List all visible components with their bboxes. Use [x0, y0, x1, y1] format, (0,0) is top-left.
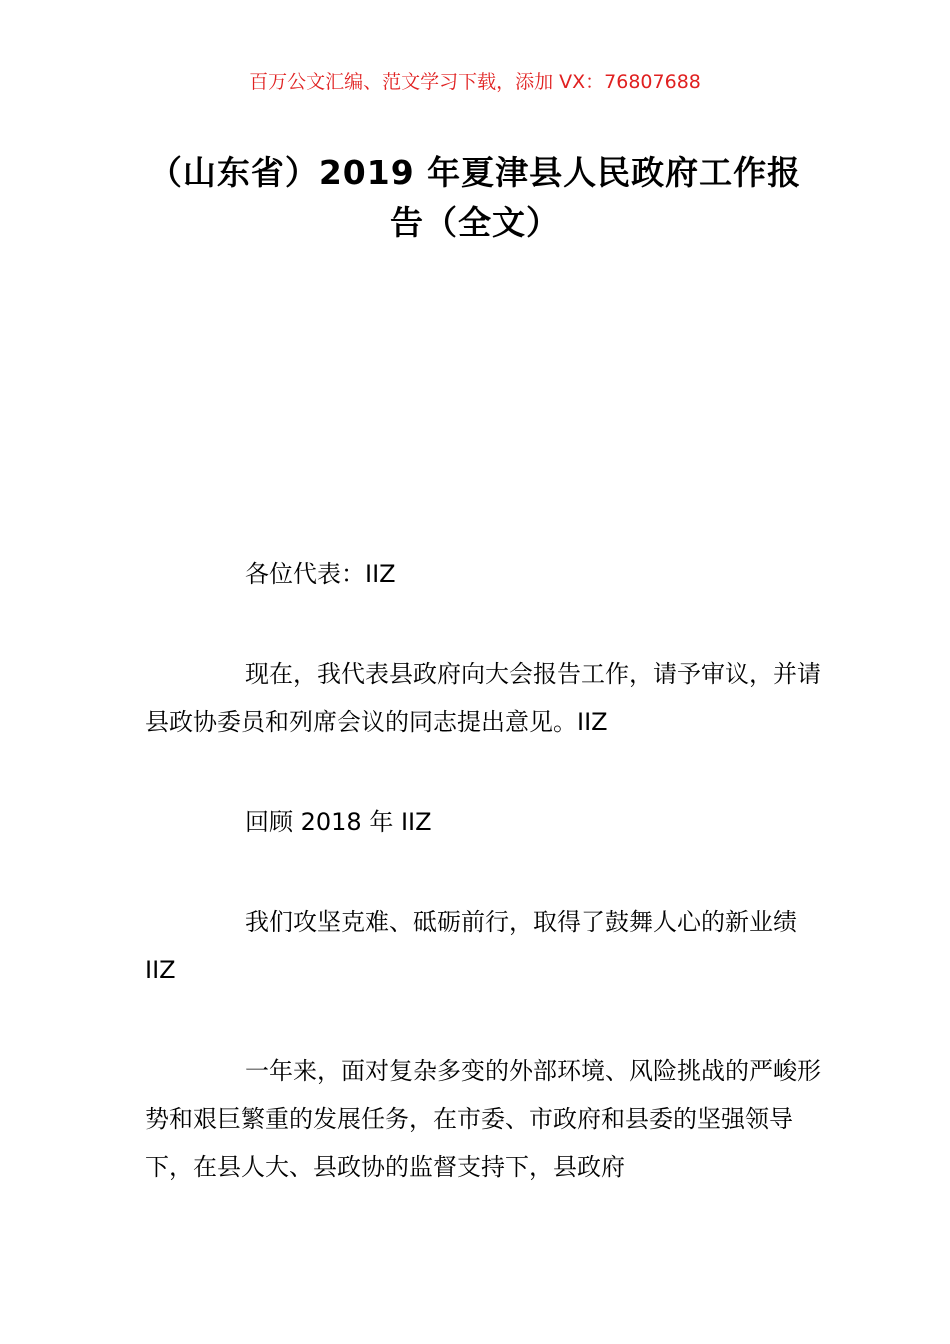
- document-title: （山东省）2019 年夏津县人民政府工作报告（全文）: [148, 153, 802, 242]
- paragraph-year-review: 一年来，面对复杂多变的外部环境、风险挑战的严峻形势和艰巨繁重的发展任务，在市委、市政府和县委的坚强领导下，在县人大、县政协的监督支持下，县政府: [145, 1057, 821, 1181]
- section-heading-review: 回顾 2018 年 IIZ: [245, 808, 432, 836]
- paragraph-intro: 现在，我代表县政府向大会报告工作，请予审议，并请县政协委员和列席会议的同志提出意见。IIZ: [145, 660, 821, 736]
- paragraph-salutation: 各位代表：IIZ: [245, 560, 396, 588]
- header-promo-note: 百万公文汇编、范文学习下载，添加 VX：76807688: [249, 71, 701, 93]
- paragraph-achievement-summary: 我们攻坚克难、砥砺前行，取得了鼓舞人心的新业绩 IIZ: [145, 908, 797, 984]
